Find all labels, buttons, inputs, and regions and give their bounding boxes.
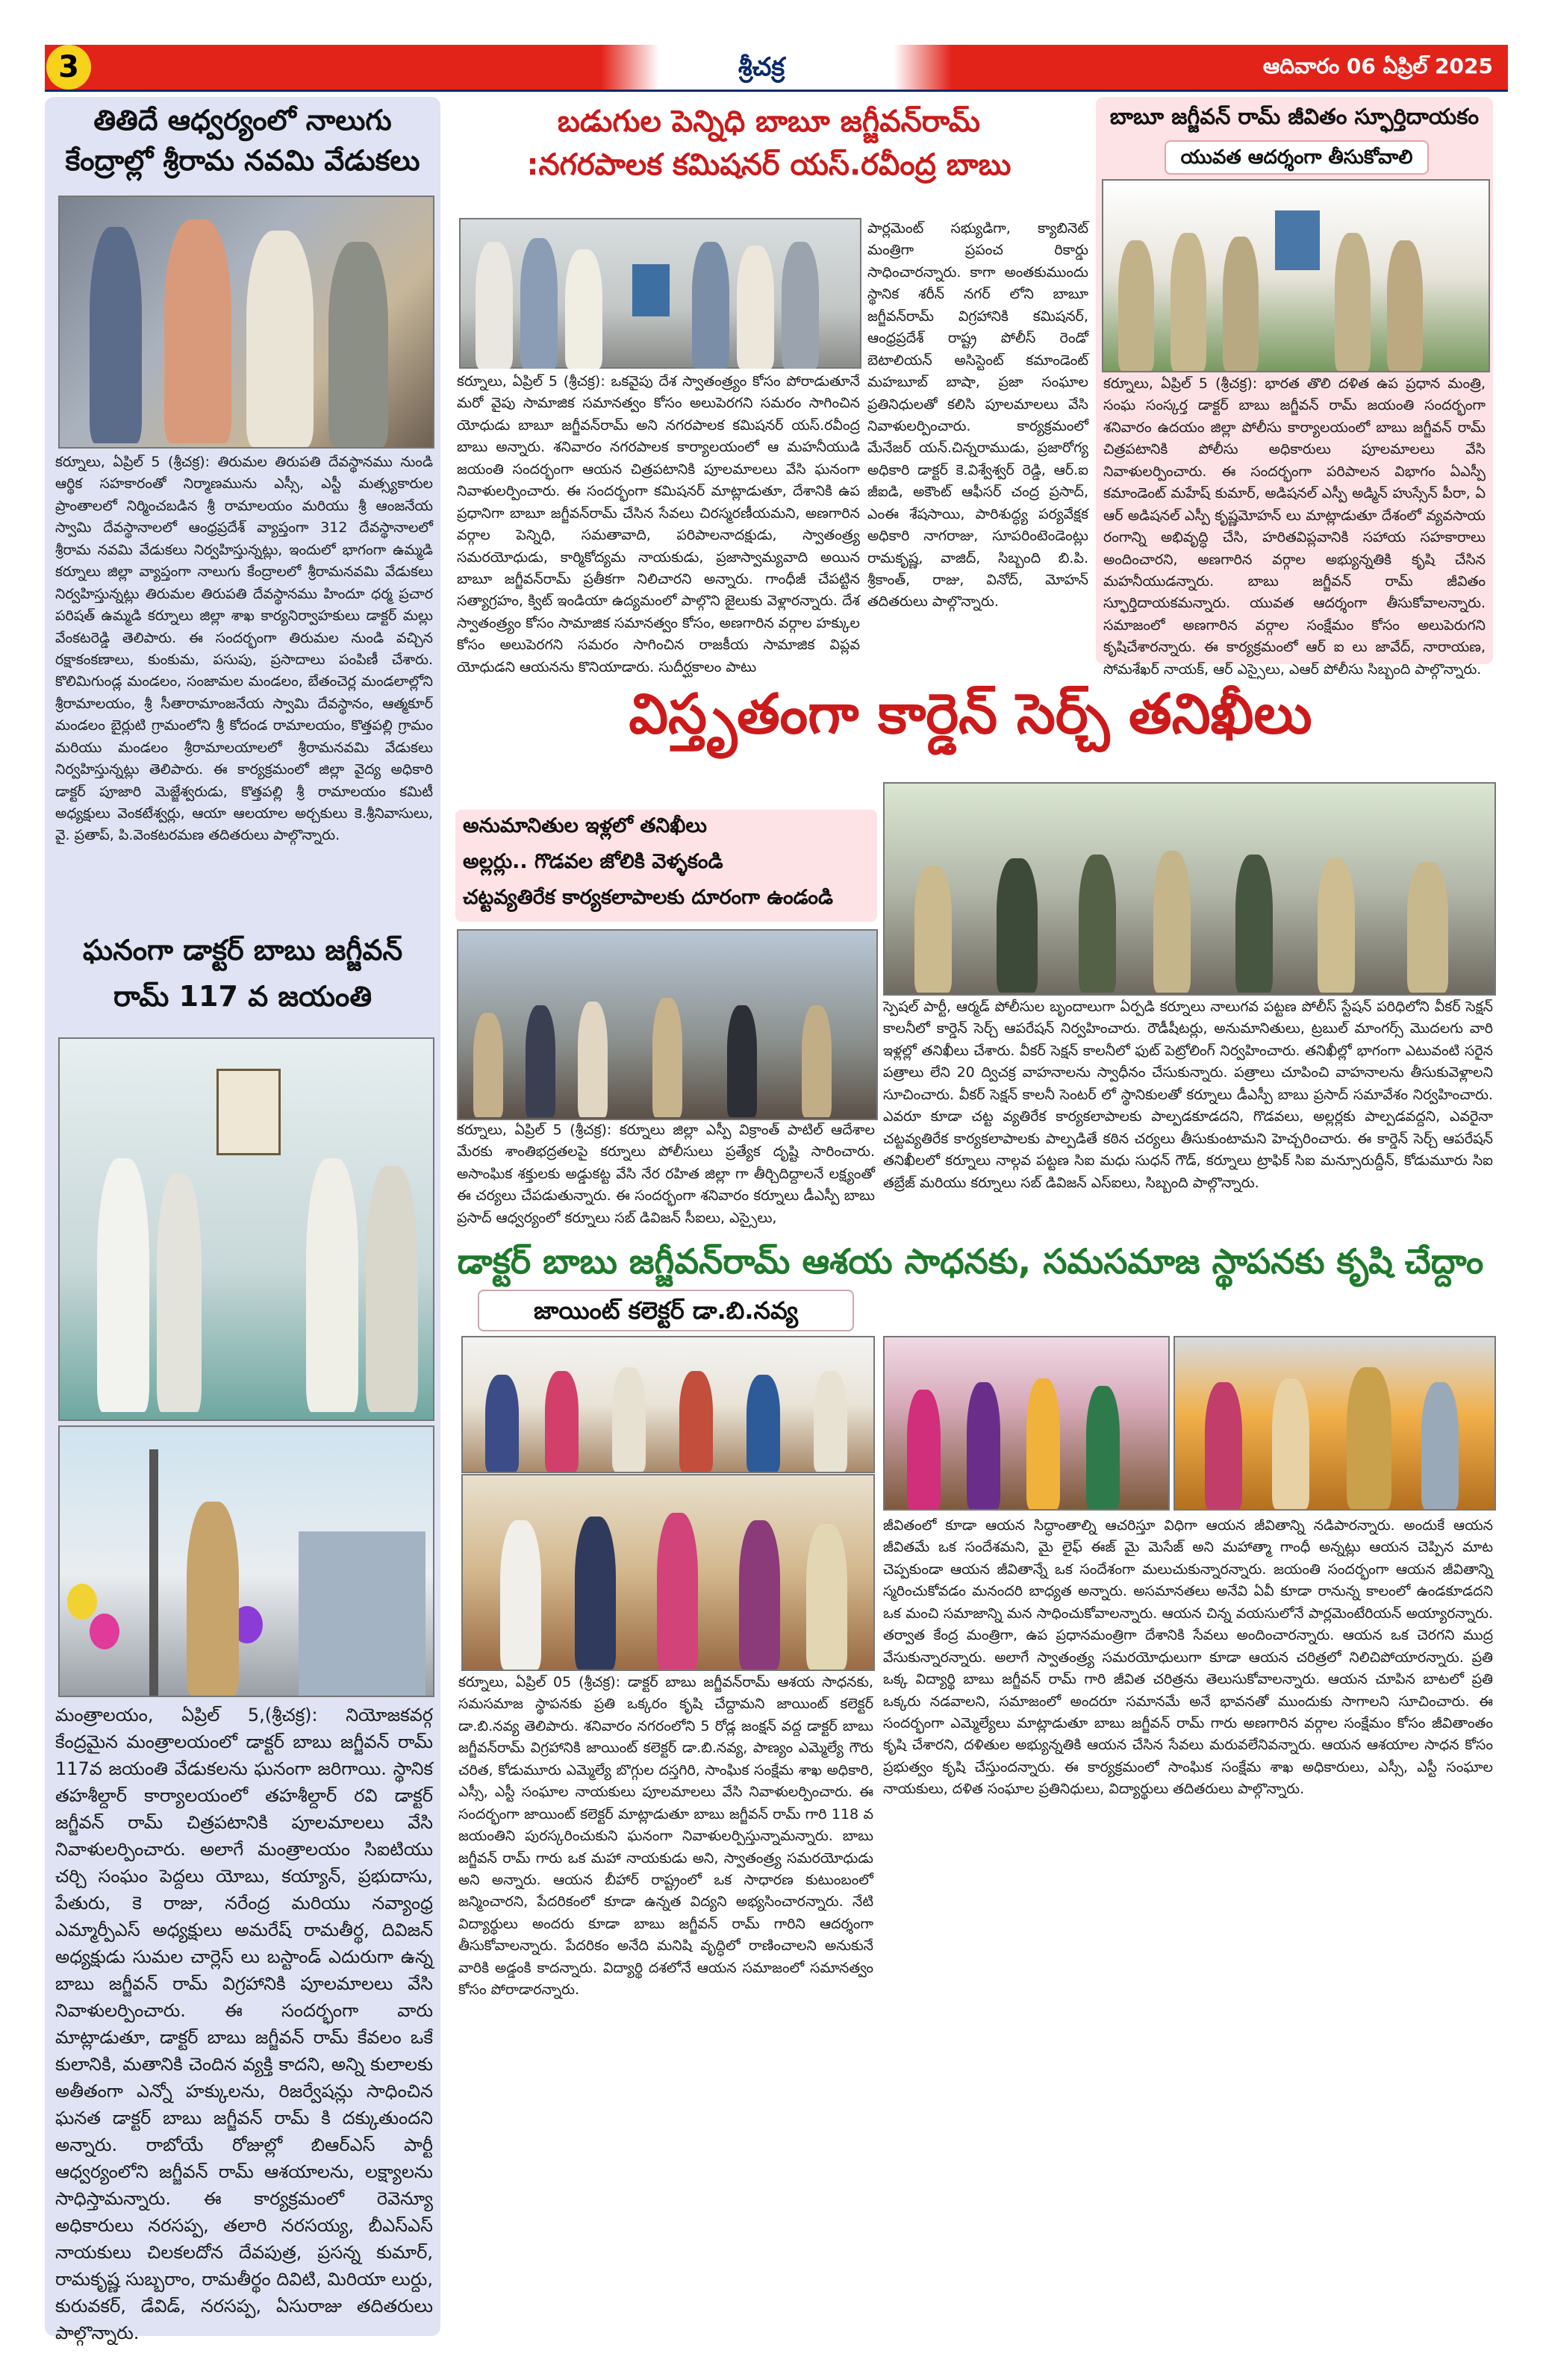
- temple-donation-photo: [58, 196, 434, 449]
- cordon-body-a: కర్నూలు, ఏప్రిల్ 5 (శ్రీచక్ర): కర్నూలు జిల్లా ఎస్పీ విక్రాంత్ పాటిల్ ఆదేశాల మేరకు శాంతిభద్రతలపై కర్నూలు పోలీసులు ప్రత్యేక దృష్టి సారించారు. అసాంఘిక శక్తులకు అడ్డుకట్ట వేసి నేర రహిత జిల్లా గా తీర్చిదిద్దాలనే లక్ష్యంతో ఈ చర్యలు చేపడుతున్నారు. ఈ సందర్భంగా శనివారం కర్నూలు డీఎస్పీ బాబు ప్రసాద్ ఆధ్వర్యంలో కర్నూలు సబ్ డివిజన్ సీఐలు, ఎస్సైలు,: [457, 1122, 875, 1226]
- left-story1-headline-2: కేంద్రాల్లో శ్రీరామ నవమి వేడుకలు: [65, 144, 420, 177]
- commissioner-tribute-photo: [459, 218, 861, 369]
- right-story1-subhead: యువత ఆదర్శంగా తీసుకోవాలి: [1165, 140, 1429, 175]
- right-story1-body: కర్నూలు, ఏప్రిల్ 5 (శ్రీచక్ర): భారత తొలి దళిత ఉప ప్రధాన మంత్రి, సంఘ సంస్కర్త డాక్టర్ బాబు జగ్జీవన్ రామ్ జయంతి సందర్భంగా శనివారం ఉదయం జిల్లా పోలీసు కార్యాలయంలో బాబు జగ్జీవన్ రామ్ చిత్రపటానికి పోలీసు అధికారులు పూలమాలలు వేసి నివాళులర్పించారు. ఈ సందర్భంగా పరిపాలన విభాగం ఏఎస్పీ కమాండెంట్ మహేష్ కుమార్, అడిషనల్ ఎస్పీ అడ్మిన్ హుస్సేన్ పీరా, ఏ ఆర్ అడిషనల్ ఎస్పీ కృష్ణమోహన్ లు మాట్లాడుతూ దేశంలో వ్యవసాయ రంగాన్ని అభివృద్ధి చేసి, హరితవిప్లవానికి సహాయ సహకారాలు అందించారని, అణగారిన వర్గాల అభ్యున్నతికి కృషి చేసిన మహనీయుడన్నారు. బాబు జగ్జీవన్ రామ్ జీవితం స్ఫూర్తిదాయకమన్నారు. యువత ఆదర్శంగా తీసుకోవాలన్నారు. సమాజంలో అణగారిన వర్గాల సంక్షేమం కోసం అలుపెరుగని కృషిచేశారన్నారు. ఈ కార్యక్రమంలో ఆర్ ఐ లు జావేద్, నారాయణ, సోమశేఖర్ నాయక్, ఆర్ ఎస్సైలు, ఎఆర్ పోలీసు సిబ్బంది పాల్గొన్నారు.: [1103, 375, 1486, 678]
- center-story1-body-b: పార్లమెంట్ సభ్యుడిగా, క్యాబినెట్ మంత్రిగా ప్రపంచ రికార్డు సాధించారన్నారు. కాగా అంతకుముందు స్థానిక శరీన్ నగర్ లోని బాబూ జగ్జీవన్‌రామ్ విగ్రహానికి కమిషనర్, ఆంధ్రప్రదేశ్ రాష్ట్ర పోలీస్ రెండో బెటాలియన్ అసిస్టెంట్ కమాండెంట్ మహబూబ్ బాషా, ప్రజా సంఘాల ప్రతినిధులతో కలిసి పూలమాలలు వేసి నివాళులర్పించారు. కార్యక్రమంలో మేనేజర్ యన్.చిన్నరాముడు, ప్రజారోగ్య అధికారి డాక్టర్ కె.విశ్వేశ్వర్ రెడ్డి, ఆర్.ఐ జీఐడి, అకౌంట్ ఆఫీసర్ చంద్ర ప్రసాద్, ఎంఈ శేషసాయి, పారిశుద్ధ్య పర్యవేక్షక అధికారి నాగరాజు, సూపరింటెండెంట్లు రామకృష్ణ, వాజిద్, సిబ్బంది బి.పి. శ్రీకాంత్, రాజు, వినోద్, మోహన్ తదితరులు పాల్గొన్నారు.: [867, 220, 1088, 610]
- dsp-meeting-photo: [457, 929, 878, 1120]
- cordon-headline-1: అనుమానితుల ఇళ్లలో తనిఖీలు: [463, 814, 707, 837]
- collector-body-b: జీవితంలో కూడా ఆయన సిద్ధాంతాల్ని ఆచరిస్తూ విధిగా ఆయన జీవితాన్ని నడిపారన్నారు. అందుకే ఆయన జీవితమే ఒక సందేశమని, మై లైఫ్ ఈజ్ మై మెసేజ్ అని మహాత్మా గాంధీ అన్నట్లు ఆయన చెప్పిన మాట చెప్పకుండా ఆయన జీవితాన్నే ఒక సందేశంగా మలుచుకున్నారన్నారు. జయంతి సందర్భంగా ఆయన జీవితాన్ని స్మరించుకోవడం మనందరి బాధ్యత అన్నారు. అసమానతలు అనేవి ఏవీ కూడా రానున్న కాలంలో ఉండకూడదని ఒక మంచి సమాజాన్ని మన సాధించుకోవాలన్నారు. ఆయన చిన్న వయసులోనే పార్లమెంటేరియన్ అయ్యారన్నారు. తర్వాత కేంద్ర మంత్రిగా, ఉప ప్రధానమంత్రిగా దేశానికి సేవలు అందించారన్నారు. ఆయన ఒక చెరగని ముద్ర వేసుకున్నారన్నారు. అలాగే స్వాతంత్ర్య సమరయోధులుగా కూడా ఆయన చరిత్రలో నిలిచిపోయారన్నారు. ప్రతి ఒక్క విద్యార్థి బాబు జగ్జీవన్ రామ్ గారి జీవిత చరిత్రను తెలుసుకోవాలన్నారు. ఆయన చూపిన బాటలో ప్రతి ఒక్కరు నడవాలని, సమాజంలో అందరూ సమానమే అనే భావనతో ముందుకు సాగాలని సూచించారు. ఈ సందర్భంగా ఎమ్మెల్యేలు మాట్లాడుతూ బాబు జగ్జీవన్ రామ్ గారు అణగారిన వర్గాల సంక్షేమం కోసం జీవితాంతం కృషి చేశారని, దళితుల అభ్యున్నతికి ఆయన చేసిన సేవలు మరువలేనివన్నారు. ఆయన ఆశయాల సాధన కోసం ప్రభుత్వం కృషి చేస్తుందన్నారు. ఈ కార్యక్రమంలో సాంఘిక సంక్షేమ శాఖ అధికారులు, ఎస్సీ, ఎస్టీ సంఘాల నాయకులు, దళిత సంఘాల ప్రతినిధులు, విద్యార్థులు తదితరులు పాల్గొన్నారు.: [883, 1517, 1493, 1798]
- left-story2-body: మంత్రాలయం, ఏప్రిల్ 5,(శ్రీచక్ర): నియోజకవర్గ కేంద్రమైన మంత్రాలయంలో డాక్టర్ బాబు జగ్జీవన్ రామ్ 117వ జయంతి వేడుకలను ఘనంగా జరిగాయి. స్థానిక తహశీల్దార్ కార్యాలయంలో తహశీల్దార్ రవి డాక్టర్ జగ్జీవన్ రామ్ చిత్రపటానికి పూలమాలలు వేసి నివాళులర్పించారు. అలాగే మంత్రాలయం సిఐటియు చర్చి సంఘం పెద్దలు యోబు, కయ్యాన్, ప్రభుదాసు, పేతురు, కె రాజు, నరేంద్ర మరియు నవ్యాంధ్ర ఎమ్మార్పీఎస్ అధ్యక్షులు అమరేష్ రామతీర్థ, దివిజన్ అధ్యక్షుడు సుమల చార్లెస్ లు బస్టాండ్ ఎదురుగా ఉన్న బాబు జగ్జీవన్ రామ్ విగ్రహానికి పూలమాలలు వేసి నివాళులర్పించారు. ఈ సందర్భంగా వారు మాట్లాడుతూ, డాక్టర్ బాబు జగ్జీవన్ రామ్ కేవలం ఒకే కులానికి, మతానికి చెందిన వ్యక్తి కాదని, అన్ని కులాలకు అతీతంగా ఎన్నో హక్కులను, రిజర్వేషన్లు సాధించిన ఘనత డాక్టర్ బాబు జగ్జీవన్ రామ్ కి దక్కుతుందని అన్నారు. రాబోయే రోజుల్లో బిఆర్ఎస్ పార్టీ ఆధ్వర్యంలోని జగ్జీవన్ రామ్ ఆశయాలను, లక్ష్యాలను సాధిస్తామన్నారు. ఈ కార్యక్రమంలో రెవెన్యూ అధికారులు నరసప్ప, తలారి నరసయ్య, బీఎస్ఎస్ నాయకులు చిలకలదోన దేవపుత్ర, ప్రసన్న కుమార్, రామకృష్ణ సుబ్బరాం, రామతీర్థం దివిటి, మిరియా లుర్దు, కురువకర్, డేవిడ్, నరసప్ప, ఏసురాజు తదితరులు పాల్గొన్నారు.: [55, 1705, 433, 2343]
- center-story1-headline-2: :నగరపాలక కమిషనర్ యస్.రవీంద్ర బాబు: [526, 148, 1011, 182]
- police-tribute-photo: [1102, 179, 1490, 372]
- left-story1-body: కర్నూలు, ఏప్రిల్ 5 (శ్రీచక్ర): తిరుమల తిరుపతి దేవస్థానము నుండి ఆర్థిక సహకారంతో నిర్మాణమును ఎస్సీ, ఎస్టీ మత్స్యకారుల ప్రాంతాలలో నిర్మించబడిన శ్రీ రామాలయం మరియు శ్రీ ఆంజనేయ స్వామి దేవస్థానాలలో ఆంధ్రప్రదేశ్ వ్యాప్తంగా 312 దేవస్థానాలలో శ్రీరామ నవమి వేడుకలు నిర్వహిస్తున్నట్లు, ఇందులో భాగంగా ఉమ్మడి కర్నూలు జిల్లా వ్యాప్తంగా నాలుగు కేంద్రాలలో శ్రీరామనవమి వేడుకలు నిర్వహిస్తున్నట్లు తిరుమల తిరుపతి దేవస్థానము హిందూ ధర్మ ప్రచార పరిషత్ ఉమ్మడి కర్నూలు జిల్లా శాఖ కార్యనిర్వాహకులు డాక్టర్ మల్లు వేంకటరెడ్డి తెలిపారు. ఈ సందర్భంగా తిరుమల నుండి వచ్చిన రక్షాకంకణాలు, కుంకుమ, పసుపు, ప్రసాదాలు పంపిణీ చేశారు. కొలిమిగుండ్ల మండలం, సంజామల మండలం, బేతంచెర్ల మండలాల్లోని శ్రీరామాలయం, శ్రీ సీతారామాంజనేయ స్వామి దేవస్థానం, ఆత్మకూర్ మండలం బైర్లుటి గ్రామంలోని శ్రీ కోదండ రామాలయం, కొత్తపల్లి గ్రామం మరియు మండలం శ్రీరామాలయాలలో శ్రీరామనవమి వేడుకలు నిర్వహిస్తున్నట్లు తెలిపారు. ఈ కార్యక్రమంలో జిల్లా వైద్య అధికారి డాక్టర్ పూజారి మెజ్జేశ్వరుడు, కొత్తపల్లి శ్రీ రామాలయం కమిటీ అధ్యక్షులు వెంకటేశ్వర్లు, ఆయా ఆలయాల అర్చకులు కె.శ్రీనివాసులు, వై. ప్రతాప్, పి.వెంకటరమణ తదితరులు పాల్గొన్నారు.: [55, 454, 433, 844]
- left-story2-headline-1: ఘనంగా డాక్టర్ బాబు జగ్జీవన్: [82, 934, 403, 966]
- page-number: 3: [46, 45, 91, 90]
- left-story2-headline-2: రామ్ 117 వ జయంతి: [113, 980, 372, 1013]
- lamp-lighting-photo: [461, 1474, 875, 1671]
- collector-story-subhead: జాయింట్ కలెక్టర్ డా.బి.నవ్య: [478, 1290, 854, 1331]
- dignitaries-stage-photo: [461, 1336, 875, 1473]
- collector-story-headline: డాక్టర్ బాబు జగ్జీవన్‌రామ్ ఆశయ సాధనకు, సమసమాజ స్థాపనకు కృషి చేద్దాం: [457, 1241, 1484, 1281]
- center-story1-headline-1: బడుగుల పెన్నిధి బాబూ జగ్జీవన్‌రామ్: [557, 104, 981, 139]
- brand-logo: శ్రీచక్ర: [738, 52, 785, 82]
- collector-body-a: కర్నూలు, ఏప్రిల్ 05 (శ్రీచక్ర): డాక్టర్ బాబు జగ్జీవన్‌రామ్ ఆశయ సాధనకు, సమసమాజ స్థాపనకు ప్రతి ఒక్కరం కృషి చేద్దామని జాయింట్ కలెక్టర్ డా.బి.నవ్య తెలిపారు. శనివారం నగరంలోని 5 రోడ్ల జంక్షన్ వద్ద డాక్టర్ బాబు జగ్జీవన్‌రామ్ విగ్రహానికి జాయింట్ కలెక్టర్ డా.బి.నవ్య, పాణ్యం ఎమ్మెల్యే గౌరు చరిత, కోడుమూరు ఎమ్మెల్యే బొగ్గుల దస్తగిరి, సాంఘిక సంక్షేమ శాఖ అధికారి, ఎస్సీ, ఎస్టీ సంఘాల నాయకులు పూలమాలలు వేసి నివాళులర్పించారు. ఈ సందర్భంగా జాయింట్ కలెక్టర్ మాట్లాడుతూ బాబు జగ్జీవన్ రామ్ గారి 118 వ జయంతిని పురస్కరించుకుని ఘనంగా నివాళులర్పిస్తున్నామన్నారు. బాబు జగ్జీవన్ రామ్ గారు ఒక మహా నాయకుడు అని, స్వాతంత్ర్య సమరయోధుడు అని అన్నారు. ఆయన బీహార్ రాష్ట్రంలో ఒక సాధారణ కుటుంబంలో జన్మించారని, పేదరికంలో కూడా ఉన్నత విద్యని అభ్యసించారన్నారు. నేటి విద్యార్థులు అందరు కూడా బాబు జగ్జీవన్ రామ్ గారిని ఆదర్శంగా తీసుకోవాలన్నారు. పేదరికం అనేది మనిషి వృద్ధిలో రాణించాలని అనుకునే వారికి అడ్డంకి కాదన్నారు. విద్యార్థి దశలోనే ఆయన సమాజంలో సమానత్వం కోసం పోరాడారన్నారు.: [458, 1674, 873, 1999]
- jayanti-office-photo: [58, 1037, 434, 1421]
- cordon-search-banner: విస్తృతంగా కార్డెన్ సెర్చ్ తనిఖీలు: [629, 682, 1312, 746]
- cordon-headline-2: అల్లర్లు.. గొడవల జోలికి వెళ్ళకండి: [463, 850, 723, 873]
- statue-garlanding-photo: [58, 1425, 434, 1697]
- left-story1-headline-1: తితిదే ఆధ్వర్యంలో నాలుగు: [93, 104, 392, 137]
- statue-flower-photo: [1173, 1336, 1496, 1511]
- police-march-photo: [883, 782, 1496, 996]
- issue-date: ఆదివారం 06 ఏప్రిల్ 2025: [1262, 54, 1493, 78]
- cordon-headline-3: చట్టవ్యతిరేక కార్యకలాపాలకు దూరంగా ఉండండి: [463, 886, 833, 909]
- right-story1-headline: బాబూ జగ్జీవన్ రామ్ జీవితం స్ఫూర్తిదాయకం: [1109, 104, 1480, 129]
- cultural-dance-photo: [883, 1336, 1170, 1511]
- cordon-body-b: స్పెషల్ పార్టీ, ఆర్మడ్ పోలీసుల బృందాలుగా ఏర్పడి కర్నూలు నాలుగవ పట్టణ పోలీస్ స్టేషన్ పరిధిలోని వీకర్ సెక్షన్ కాలనీలో కార్డెన్ సెర్చ్ ఆపరేషన్ నిర్వహించారు. రౌడీషీటర్లు, అనుమానితులు, ట్రబుల్ మాంగర్స్ మొదలగు వారి ఇళ్లల్లో తనిఖీలు చేశారు. వీకర్ సెక్షన్ కాలనీలో ఫుట్ పెట్రోలింగ్ నిర్వహించారు. తనిఖీల్లో భాగంగా ఎటువంటి సరైన పత్రాలు లేని 20 ద్విచక్ర వాహనాలను స్వాధీనం చేసుకున్నారు. పత్రాలు చూపించి వాహనాలను తీసుకువెళ్లాలని సూచించారు. వీకర్ సెక్షన్ కాలనీ సెంటర్ లో స్థానికులతో కర్నూలు డీఎస్పీ బాబు ప్రసాద్ సమావేశం నిర్వహించారు. ఎవరూ కూడా చట్ట వ్యతిరేక కార్యకలాపాలకు పాల్పడకూడదని, గొడవలు, అల్లర్లకు పాల్పడవద్దని, ఎవరైనా చట్టవ్యతిరేక కార్యకలాపాలకు పాల్పడితే కఠిన చర్యలు తీసుకుంటామని హెచ్చరించారు. ఈ కార్డెన్ సెర్చ్ ఆపరేషన్ తనిఖీలలో కర్నూలు నాల్గవ పట్టణ సిఐ మధు సుధన్ గౌడ్, కర్నూలు ట్రాఫిక్ సిఐ మన్సూరుద్దీన్, కోడుమూరు సిఐ తబ్రేజ్ మరియు కర్నూలు సబ్ డివిజన్ ఎస్ఐలు, సిబ్బంది పాల్గొన్నారు.: [883, 999, 1493, 1191]
- center-story1-body-a: కర్నూలు, ఏప్రిల్ 5 (శ్రీచక్ర): ఒకవైపు దేశ స్వాతంత్ర్యం కోసం పోరాడుతూనే మరో వైపు సామాజిక సమానత్వం కోసం అలుపెరగని సమరం సాగించిన యోధుడు బాబూ జగ్జీవన్‌రామ్ అని నగరపాలక కమిషనర్ యస్.రవీంద్ర బాబు అన్నారు. శనివారం నగరపాలక కార్యాలయంలో ఆ మహనీయుడి జయంతి సందర్భంగా ఆయన చిత్రపటానికి పూలమాలలు వేసి ఘనంగా నివాళులర్పించారు. ఈ సందర్భంగా కమిషనర్ మాట్లాడుతూ, దేశానికి ఉప ప్రధానిగా బాబూ జగ్జీవన్‌రామ్ చేసిన సేవలు చిరస్మరణీయమని, అణగారిన వర్గాల పెన్నిధి, సమతావాది, పరిపాలనాదక్షుడు, స్వాతంత్ర్య సమరయోధుడు, కార్మికోద్యమ నాయకుడు, ప్రజాస్వామ్యవాది అయిన బాబూ జగ్జీవన్‌రామ్ ప్రతీకగా నిలిచారని అన్నారు. గాంధీజీ చేపట్టిన సత్యాగ్రహం, క్విట్ ఇండియా ఉద్యమంలో పాల్గొని జైలుకు వెళ్లారన్నారు. దేశ స్వాతంత్ర్యం కోసం సామాజిక సమానత్వం కోసం, అణగారిన వర్గాల హక్కుల కోసం అలుపెరగని సమరం సాగించిన రాజకీయ సామాజిక విప్లవ యోధుడని ఆయనను కొనియాడారు. సుదీర్ఘకాలం పాటు: [457, 373, 860, 675]
